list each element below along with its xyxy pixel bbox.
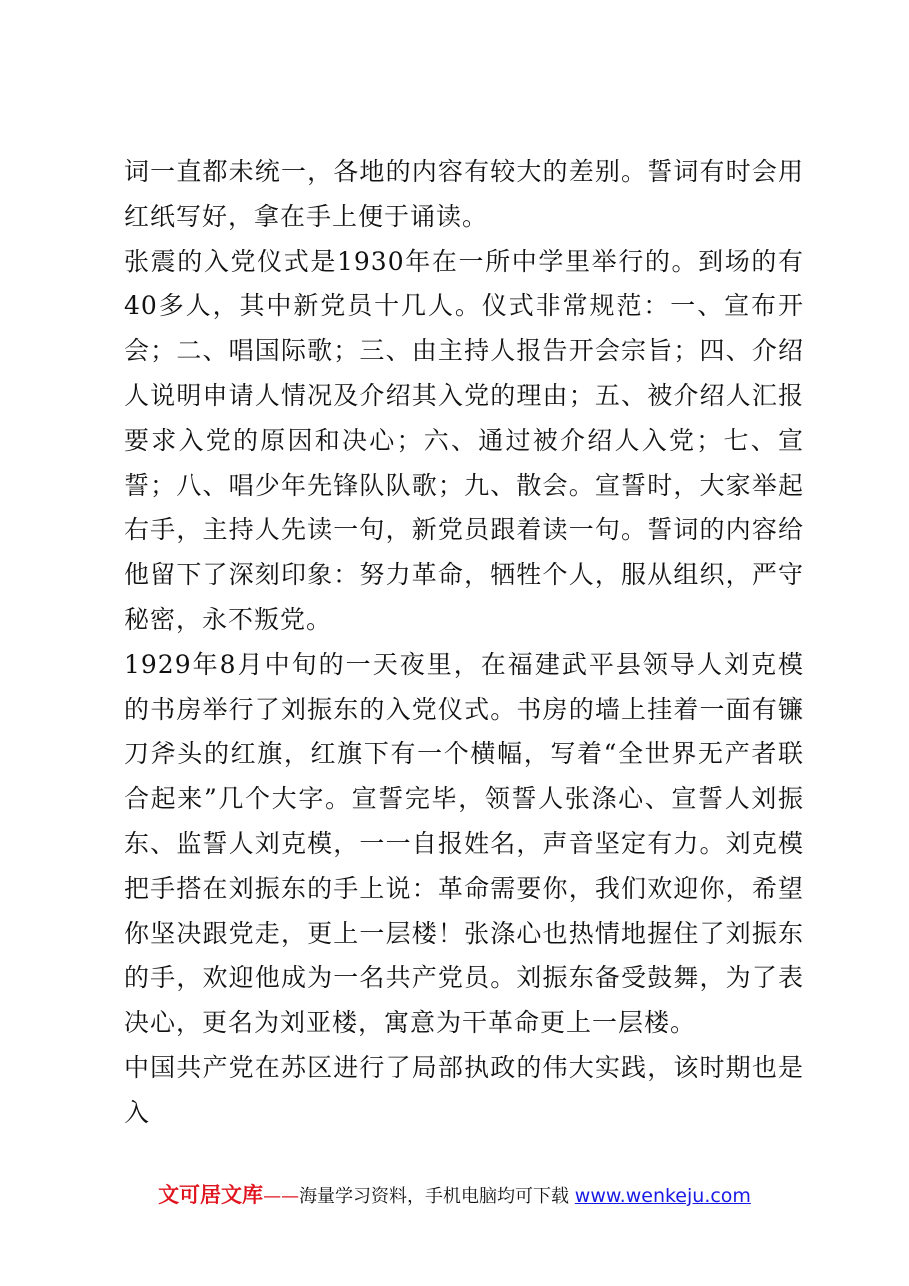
paragraph-soviet-area: 中国共产党在苏区进行了局部执政的伟大实践，该时期也是入 <box>124 1052 804 1127</box>
brand-name: 文可居文库 <box>158 1183 264 1207</box>
footer-tagline: 海量学习资料，手机电脑均可下载 <box>299 1186 570 1207</box>
website-link[interactable]: www.wenkeju.com <box>574 1185 751 1207</box>
page-footer <box>0 1181 909 1211</box>
document-body <box>124 150 804 1136</box>
paragraph-oath-text: 词一直都未统一，各地的内容有较大的差别。誓词有时会用红纸写好，拿在手上便于诵读。 <box>124 157 804 231</box>
paragraph-liu-zhendong: 1929年8月中旬的一天夜里，在福建武平县领导人刘克模的书房举行了刘振东的入党仪式。书房的墙上挂着一面有镰刀斧头的红旗，红旗下有一个横幅，写着“全世界无产者联合起来”几个大字。宣誓完毕，领誓人张涤心、宣誓人刘振东、监誓人刘克模，一一自报姓名，声音坚定有力。刘克模把手搭在刘振东的手上说：革命需要你，我们欢迎你，希望你坚决跟党走，更上一层楼！张涤心也热情地握住了刘振东的手，欢迎他成为一名共产党员。刘振东备受鼓舞，为了表决心，更名为刘亚楼，寓意为干革命更上一层楼。 <box>124 649 804 1038</box>
paragraph-zhang-zhen: 张震的入党仪式是1930年在一所中学里举行的。到场的有40多人，其中新党员十几人。仪式非常规范：一、宣布开会；二、唱国际歌；三、由主持人报告开会宗旨；四、介绍人说明申请人情况及介绍其入党的理由；五、被介绍人汇报要求入党的原因和决心；六、通过被介绍人入党；七、宣誓；八、唱少年先锋队队歌；九、散会。宣誓时，大家举起右手，主持人先读一句，新党员跟着读一句。誓词的内容给他留下了深刻印象：努力革命，牺牲个人，服从组织，严守秘密，永不叛党。 <box>124 246 804 634</box>
footer-dash: —— <box>263 1186 300 1207</box>
